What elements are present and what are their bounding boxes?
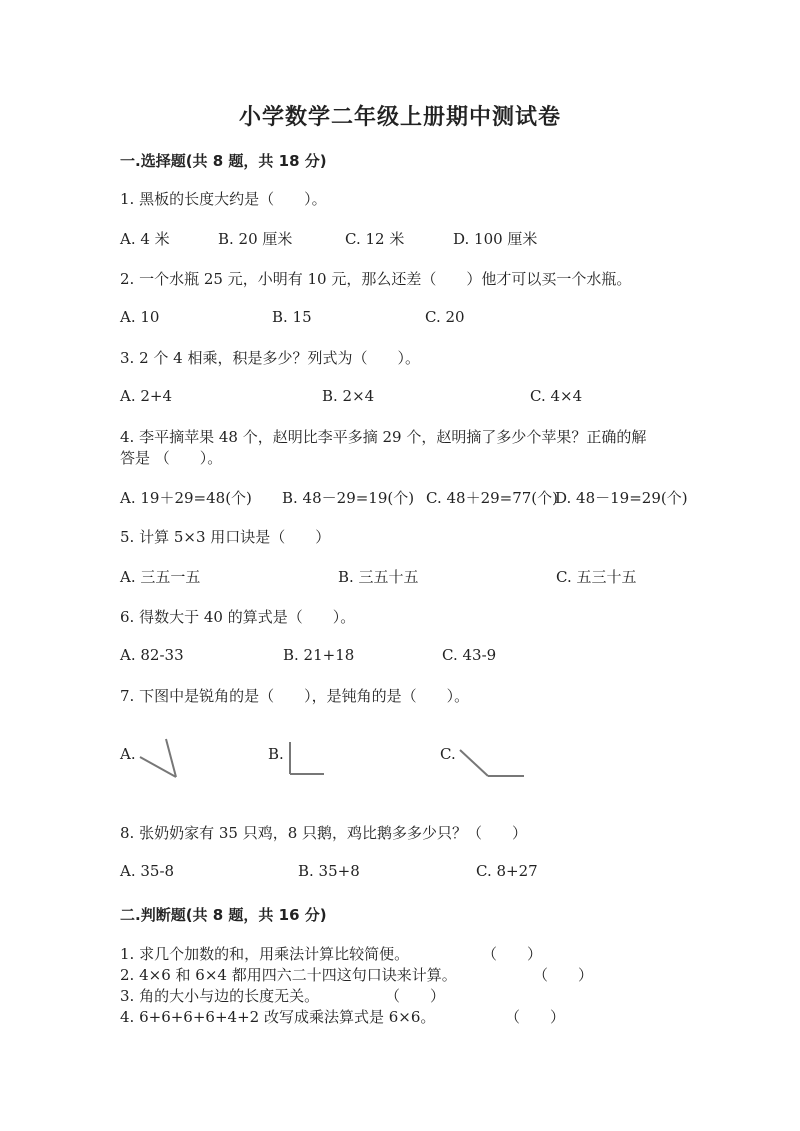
option-7a: A. [120, 745, 136, 763]
option-8b: B. 35+8 [298, 862, 360, 880]
judgment-item-4: 4. 6+6+6+6+4+2 改写成乘法算式是 6×6。 [120, 1008, 436, 1026]
judgment-blank-2: （ ） [533, 966, 594, 984]
question-6: 6. 得数大于 40 的算式是（ ）。 [120, 608, 356, 626]
judgment-item-3: 3. 角的大小与边的长度无关。 [120, 987, 320, 1005]
judgment-blank-3: （ ） [385, 987, 446, 1005]
page-title: 小学数学二年级上册期中测试卷 [238, 104, 561, 130]
angle-a-acute-figure [136, 737, 186, 782]
angle-c-obtuse-figure [456, 744, 531, 784]
option-3c: C. 4×4 [530, 387, 583, 405]
option-4b: B. 48－29=19(个) [282, 489, 415, 507]
option-7c: C. [440, 745, 456, 763]
angle-b-right-figure [286, 740, 331, 780]
judgment-blank-1: （ ） [482, 945, 543, 963]
option-3a: A. 2+4 [120, 387, 173, 405]
option-4c: C. 48＋29=77(个) [426, 489, 559, 507]
option-3b: B. 2×4 [322, 387, 375, 405]
option-6b: B. 21+18 [283, 646, 355, 664]
question-4: 4. 李平摘苹果 48 个，赵明比李平多摘 29 个，赵明摘了多少个苹果？正确的解 [120, 428, 647, 446]
option-8a: A. 35-8 [120, 862, 175, 880]
option-1d: D. 100 厘米 [453, 230, 538, 248]
question-2: 2. 一个水瓶 25 元，小明有 10 元，那么还差（ ）他才可以买一个水瓶。 [120, 270, 632, 288]
option-4a: A. 19＋29=48(个) [120, 489, 252, 507]
option-1a: A. 4 米 [120, 230, 170, 248]
judgment-blank-4: （ ） [505, 1008, 566, 1026]
question-5: 5. 计算 5×3 用口诀是（ ） [120, 528, 331, 546]
option-1c: C. 12 米 [345, 230, 405, 248]
option-5b: B. 三五十五 [338, 568, 419, 586]
judgment-item-2: 2. 4×6 和 6×4 都用四六二十四这句口诀来计算。 [120, 966, 457, 984]
option-2c: C. 20 [425, 308, 465, 326]
option-2a: A. 10 [120, 308, 160, 326]
question-7: 7. 下图中是锐角的是（ ），是钝角的是（ ）。 [120, 687, 470, 705]
option-8c: C. 8+27 [476, 862, 538, 880]
question-3: 3. 2 个 4 相乘，积是多少？列式为（ ）。 [120, 349, 420, 367]
section-heading-choice: 一.选择题(共 8 题，共 18 分) [120, 152, 327, 170]
option-2b: B. 15 [272, 308, 312, 326]
question-8: 8. 张奶奶家有 35 只鸡，8 只鹅，鸡比鹅多多少只？（ ） [120, 824, 528, 842]
option-6c: C. 43-9 [442, 646, 497, 664]
judgment-item-1: 1. 求几个加数的和，用乘法计算比较简便。 [120, 945, 410, 963]
option-6a: A. 82-33 [120, 646, 184, 664]
option-4d: D. 48－19=29(个) [555, 489, 688, 507]
option-1b: B. 20 厘米 [218, 230, 293, 248]
option-5a: A. 三五一五 [120, 568, 201, 586]
question-4-continued: 答是 （ ）。 [120, 449, 223, 467]
question-1: 1. 黑板的长度大约是（ ）。 [120, 190, 327, 208]
option-7b: B. [268, 745, 284, 763]
section-heading-judgment: 二.判断题(共 8 题，共 16 分) [120, 906, 327, 924]
option-5c: C. 五三十五 [556, 568, 637, 586]
